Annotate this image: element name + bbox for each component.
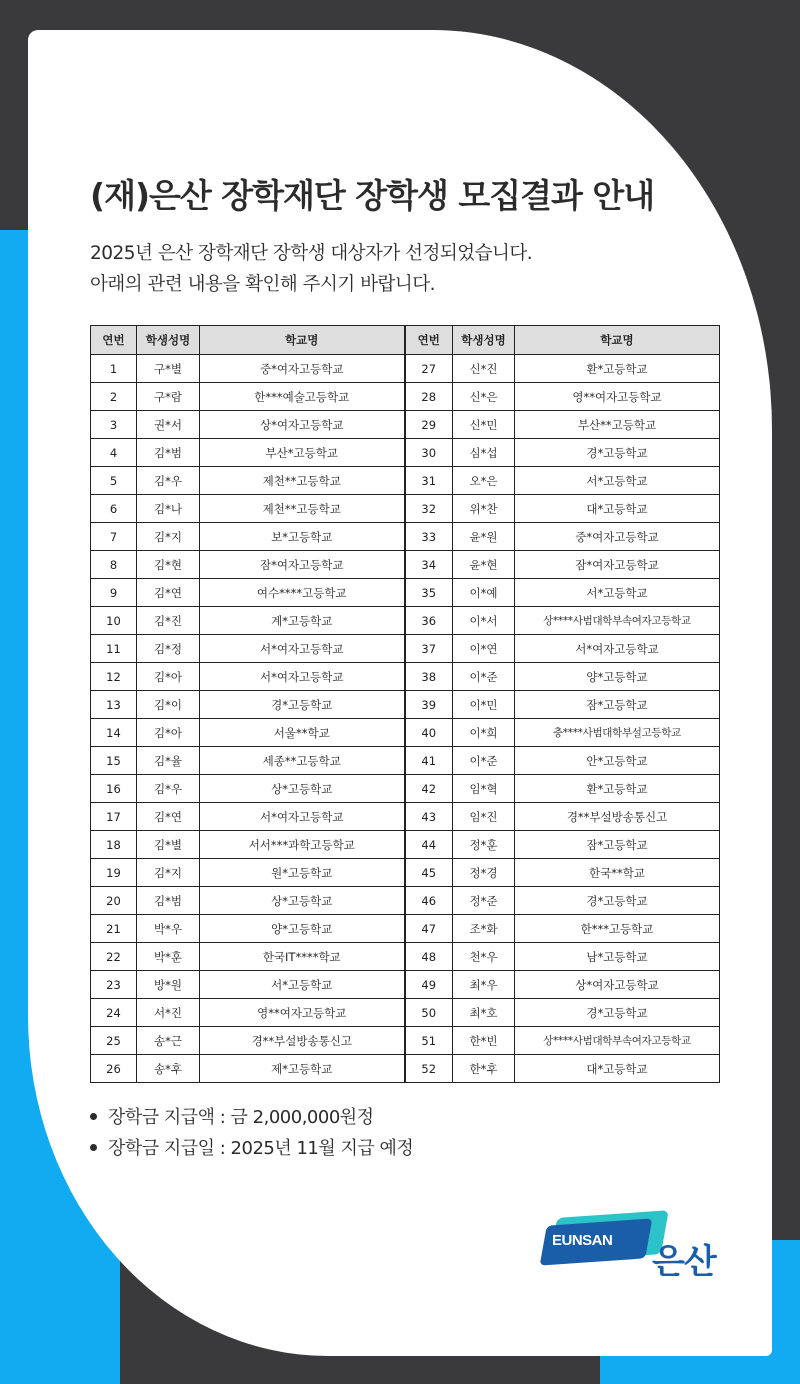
table-row [91, 1027, 720, 1055]
table-row [91, 411, 720, 439]
cell-school-name: 환*고등학교 [515, 775, 720, 803]
cell-student-name: 한*빈 [453, 1027, 515, 1055]
payment-amount-text: 장학금 지급액 : 금 2,000,000원정 [108, 1107, 374, 1128]
cell-number: 34 [405, 551, 453, 579]
table-row [91, 635, 720, 663]
cell-student-name: 임*진 [453, 803, 515, 831]
cell-school-name: 서서***과학고등학교 [200, 831, 405, 859]
cell-number: 50 [405, 999, 453, 1027]
cell-school-name: 영**여자고등학교 [200, 999, 405, 1027]
cell-student-name: 위*찬 [453, 495, 515, 523]
table-row [91, 719, 720, 747]
cell-number: 42 [405, 775, 453, 803]
cell-school-name: 한국IT****학교 [200, 943, 405, 971]
cell-school-name: 잠*고등학교 [515, 831, 720, 859]
cell-student-name: 송*근 [137, 1027, 200, 1055]
cell-school-name: 제천**고등학교 [200, 495, 405, 523]
table-row [91, 747, 720, 775]
cell-school-name: 경*고등학교 [515, 439, 720, 467]
cell-student-name: 김*범 [137, 439, 200, 467]
cell-student-name: 김*범 [137, 887, 200, 915]
cell-school-name: 한***예술고등학교 [200, 383, 405, 411]
table-body [91, 355, 720, 1083]
cell-school-name: 중*여자고등학교 [200, 355, 405, 383]
cell-number: 46 [405, 887, 453, 915]
cell-number: 16 [91, 775, 137, 803]
cell-number: 33 [405, 523, 453, 551]
cell-school-name: 잠*여자고등학교 [515, 551, 720, 579]
cell-number: 25 [91, 1027, 137, 1055]
cell-number: 11 [91, 635, 137, 663]
cell-school-name: 상****사범대학부속여자고등학교 [515, 607, 720, 635]
cell-number: 47 [405, 915, 453, 943]
cell-school-name: 상*고등학교 [200, 775, 405, 803]
cell-number: 23 [91, 971, 137, 999]
page-title: (재)은산 장학재단 장학생 모집결과 안내 [90, 176, 655, 215]
cell-number: 10 [91, 607, 137, 635]
col-header-school-name: 학교명 [200, 326, 405, 355]
cell-number: 29 [405, 411, 453, 439]
cell-number: 3 [91, 411, 137, 439]
cell-student-name: 신*은 [453, 383, 515, 411]
cell-number: 18 [91, 831, 137, 859]
table-row [91, 355, 720, 383]
cell-school-name: 부산*고등학교 [200, 439, 405, 467]
cell-student-name: 최*호 [453, 999, 515, 1027]
cell-school-name: 부산**고등학교 [515, 411, 720, 439]
cell-number: 6 [91, 495, 137, 523]
cell-student-name: 김*우 [137, 775, 200, 803]
cell-student-name: 한*후 [453, 1055, 515, 1083]
cell-student-name: 김*아 [137, 663, 200, 691]
cell-number: 24 [91, 999, 137, 1027]
cell-number: 22 [91, 943, 137, 971]
cell-number: 17 [91, 803, 137, 831]
cell-school-name: 잠*여자고등학교 [200, 551, 405, 579]
cell-number: 13 [91, 691, 137, 719]
cell-student-name: 윤*현 [453, 551, 515, 579]
table-row [91, 887, 720, 915]
cell-student-name: 신*민 [453, 411, 515, 439]
logo-badge-text: EUNSAN [552, 1232, 613, 1249]
cell-number: 5 [91, 467, 137, 495]
cell-number: 9 [91, 579, 137, 607]
cell-student-name: 이*준 [453, 747, 515, 775]
cell-student-name: 권*서 [137, 411, 200, 439]
table-row [91, 775, 720, 803]
cell-student-name: 오*은 [453, 467, 515, 495]
col-header-student-name: 학생성명 [137, 326, 200, 355]
cell-school-name: 대*고등학교 [515, 495, 720, 523]
table-row [91, 663, 720, 691]
table-row [91, 495, 720, 523]
cell-number: 43 [405, 803, 453, 831]
cell-number: 15 [91, 747, 137, 775]
table-row [91, 523, 720, 551]
cell-number: 48 [405, 943, 453, 971]
bullet-dot-icon [90, 1113, 97, 1120]
cell-number: 44 [405, 831, 453, 859]
payment-amount-item [90, 1102, 413, 1133]
cell-school-name: 서*고등학교 [200, 971, 405, 999]
cell-student-name: 서*진 [137, 999, 200, 1027]
cell-number: 14 [91, 719, 137, 747]
cell-number: 37 [405, 635, 453, 663]
cell-school-name: 경*고등학교 [515, 999, 720, 1027]
cell-number: 20 [91, 887, 137, 915]
cell-school-name: 세종**고등학교 [200, 747, 405, 775]
cell-school-name: 경*고등학교 [515, 887, 720, 915]
cell-school-name: 서*고등학교 [515, 467, 720, 495]
cell-school-name: 서*여자고등학교 [200, 663, 405, 691]
cell-school-name: 충****사범대학부설고등학교 [515, 719, 720, 747]
scholarship-recipients-table [90, 325, 720, 1083]
cell-student-name: 조*화 [453, 915, 515, 943]
cell-student-name: 구*람 [137, 383, 200, 411]
table-row [91, 831, 720, 859]
cell-student-name: 정*경 [453, 859, 515, 887]
cell-number: 49 [405, 971, 453, 999]
cell-student-name: 임*혁 [453, 775, 515, 803]
cell-student-name: 이*민 [453, 691, 515, 719]
cell-number: 45 [405, 859, 453, 887]
payment-date-text: 장학금 지급일 : 2025년 11월 지급 예정 [108, 1138, 414, 1159]
col-header-number-2: 연번 [405, 326, 453, 355]
table-row [91, 803, 720, 831]
cell-student-name: 정*준 [453, 887, 515, 915]
cell-student-name: 이*연 [453, 635, 515, 663]
col-header-school-name-2: 학교명 [515, 326, 720, 355]
cell-school-name: 서울**학교 [200, 719, 405, 747]
cell-student-name: 윤*원 [453, 523, 515, 551]
cell-student-name: 김*이 [137, 691, 200, 719]
bullet-dot-icon [90, 1144, 97, 1151]
table-row [91, 943, 720, 971]
cell-number: 36 [405, 607, 453, 635]
cell-school-name: 한국**학교 [515, 859, 720, 887]
intro-line-1: 2025년 은산 장학재단 장학생 대상자가 선정되었습니다. [90, 243, 533, 264]
cell-school-name: 양*고등학교 [200, 915, 405, 943]
cell-student-name: 박*우 [137, 915, 200, 943]
cell-number: 52 [405, 1055, 453, 1083]
table-row [91, 915, 720, 943]
table-row [91, 551, 720, 579]
cell-number: 21 [91, 915, 137, 943]
cell-number: 32 [405, 495, 453, 523]
cell-number: 2 [91, 383, 137, 411]
cell-student-name: 최*우 [453, 971, 515, 999]
eunsan-logo [540, 1208, 725, 1288]
cell-student-name: 김*아 [137, 719, 200, 747]
cell-school-name: 대*고등학교 [515, 1055, 720, 1083]
cell-student-name: 이*준 [453, 663, 515, 691]
table-row [91, 971, 720, 999]
table-row [91, 1055, 720, 1083]
cell-number: 27 [405, 355, 453, 383]
cell-student-name: 김*정 [137, 635, 200, 663]
cell-number: 4 [91, 439, 137, 467]
cell-student-name: 신*진 [453, 355, 515, 383]
cell-student-name: 방*원 [137, 971, 200, 999]
cell-student-name: 천*우 [453, 943, 515, 971]
cell-school-name: 상*고등학교 [200, 887, 405, 915]
cell-number: 38 [405, 663, 453, 691]
cell-school-name: 한***고등학교 [515, 915, 720, 943]
cell-student-name: 송*후 [137, 1055, 200, 1083]
cell-student-name: 김*율 [137, 747, 200, 775]
cell-number: 19 [91, 859, 137, 887]
table-row [91, 607, 720, 635]
cell-school-name: 경**부설방송통신고 [515, 803, 720, 831]
table-row [91, 383, 720, 411]
cell-student-name: 구*별 [137, 355, 200, 383]
cell-number: 30 [405, 439, 453, 467]
cell-number: 51 [405, 1027, 453, 1055]
cell-student-name: 김*우 [137, 467, 200, 495]
cell-school-name: 중*여자고등학교 [515, 523, 720, 551]
cell-number: 35 [405, 579, 453, 607]
cell-school-name: 경**부설방송통신고 [200, 1027, 405, 1055]
cell-student-name: 김*지 [137, 523, 200, 551]
cell-school-name: 남*고등학교 [515, 943, 720, 971]
cell-school-name: 잠*고등학교 [515, 691, 720, 719]
cell-student-name: 김*나 [137, 495, 200, 523]
col-header-student-name-2: 학생성명 [453, 326, 515, 355]
logo-korean-text: 은산 [652, 1242, 716, 1282]
cell-school-name: 상*여자고등학교 [515, 971, 720, 999]
col-header-number: 연번 [91, 326, 137, 355]
cell-number: 8 [91, 551, 137, 579]
cell-school-name: 서*여자고등학교 [515, 635, 720, 663]
cell-school-name: 제천**고등학교 [200, 467, 405, 495]
cell-student-name: 김*현 [137, 551, 200, 579]
cell-number: 31 [405, 467, 453, 495]
cell-student-name: 김*진 [137, 607, 200, 635]
cell-school-name: 상****사범대학부속여자고등학교 [515, 1027, 720, 1055]
cell-student-name: 김*연 [137, 803, 200, 831]
cell-number: 41 [405, 747, 453, 775]
cell-number: 1 [91, 355, 137, 383]
cell-number: 7 [91, 523, 137, 551]
cell-school-name: 원*고등학교 [200, 859, 405, 887]
cell-school-name: 서*여자고등학교 [200, 803, 405, 831]
cell-school-name: 서*고등학교 [515, 579, 720, 607]
cell-school-name: 양*고등학교 [515, 663, 720, 691]
intro-line-2: 아래의 관련 내용을 확인해 주시기 바랍니다. [90, 274, 435, 295]
cell-student-name: 이*서 [453, 607, 515, 635]
cell-school-name: 안*고등학교 [515, 747, 720, 775]
cell-school-name: 보*고등학교 [200, 523, 405, 551]
cell-student-name: 이*예 [453, 579, 515, 607]
cell-student-name: 박*훈 [137, 943, 200, 971]
cell-number: 40 [405, 719, 453, 747]
cell-school-name: 계*고등학교 [200, 607, 405, 635]
cell-student-name: 김*연 [137, 579, 200, 607]
table-row [91, 439, 720, 467]
payment-date-item [90, 1133, 413, 1164]
table-row [91, 859, 720, 887]
table-row [91, 691, 720, 719]
table-row [91, 999, 720, 1027]
intro-text [90, 238, 532, 300]
payment-info-list [90, 1102, 413, 1164]
cell-student-name: 이*희 [453, 719, 515, 747]
cell-number: 39 [405, 691, 453, 719]
cell-school-name: 영**여자고등학교 [515, 383, 720, 411]
cell-school-name: 상*여자고등학교 [200, 411, 405, 439]
cell-number: 12 [91, 663, 137, 691]
cell-school-name: 제*고등학교 [200, 1055, 405, 1083]
cell-school-name: 환*고등학교 [515, 355, 720, 383]
table-row [91, 579, 720, 607]
cell-student-name: 김*지 [137, 859, 200, 887]
cell-number: 28 [405, 383, 453, 411]
cell-student-name: 김*별 [137, 831, 200, 859]
table-row [91, 467, 720, 495]
cell-school-name: 서*여자고등학교 [200, 635, 405, 663]
table-header-row [91, 326, 720, 355]
cell-student-name: 정*훈 [453, 831, 515, 859]
cell-school-name: 여수****고등학교 [200, 579, 405, 607]
cell-student-name: 심*섭 [453, 439, 515, 467]
cell-school-name: 경*고등학교 [200, 691, 405, 719]
cell-number: 26 [91, 1055, 137, 1083]
